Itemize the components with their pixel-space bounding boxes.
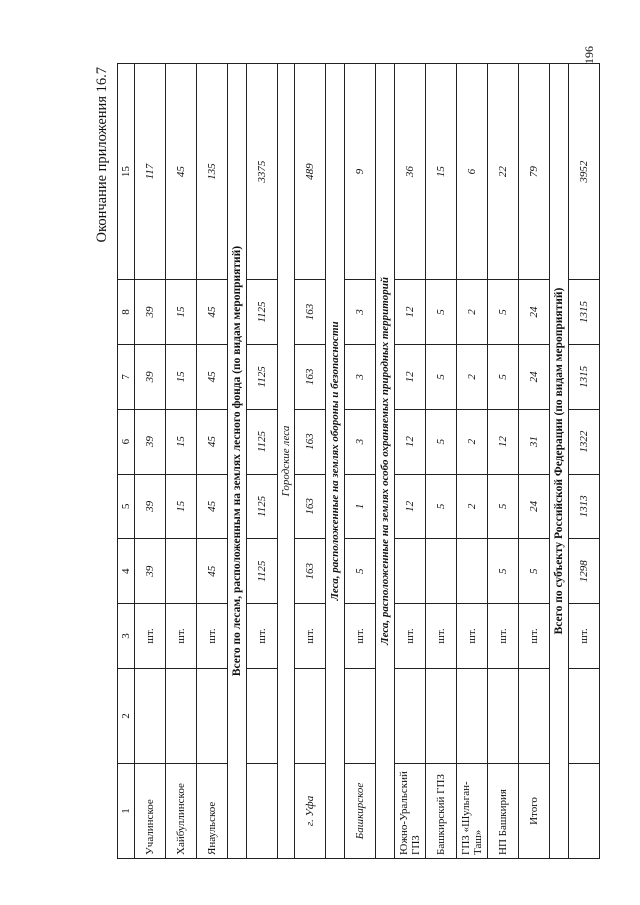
subsection-row: [278, 64, 295, 859]
cell: 12: [395, 280, 426, 345]
cell: 39: [135, 409, 166, 474]
section-title: Леса, расположенные на землях особо охраняемых природных территорий: [376, 64, 395, 859]
table-row: [247, 64, 278, 859]
cell: 22: [488, 64, 519, 280]
cell: [395, 539, 426, 604]
cell: 6: [457, 64, 488, 280]
cell: 5: [488, 539, 519, 604]
row-name: Учалинское: [135, 763, 166, 858]
cell: 2: [457, 280, 488, 345]
header-cell: 4: [118, 539, 135, 604]
unit-cell: шт.: [247, 604, 278, 669]
cell: [197, 668, 228, 763]
cell: 45: [197, 280, 228, 345]
section-title: Леса, расположенные на землях обороны и безопасности: [326, 64, 345, 859]
cell: [295, 668, 326, 763]
cell: 5: [488, 474, 519, 539]
cell: 163: [295, 280, 326, 345]
cell: 39: [135, 539, 166, 604]
cell: [247, 668, 278, 763]
row-name: Южно-Уральский ГПЗ: [395, 763, 426, 858]
cell: [395, 668, 426, 763]
cell: 1125: [247, 539, 278, 604]
cell: 1125: [247, 474, 278, 539]
unit-cell: шт.: [166, 604, 197, 669]
cell: 12: [395, 344, 426, 409]
cell: 36: [395, 64, 426, 280]
cell: 12: [488, 409, 519, 474]
cell: 5: [345, 539, 376, 604]
header-cell: 3: [118, 604, 135, 669]
cell: 15: [166, 280, 197, 345]
cell: 5: [426, 280, 457, 345]
data-table: [117, 63, 600, 859]
cell: 24: [519, 344, 550, 409]
cell: 1315: [569, 344, 600, 409]
cell: 39: [135, 280, 166, 345]
cell: 3: [345, 409, 376, 474]
cell: [519, 668, 550, 763]
cell: [166, 539, 197, 604]
section-row: [550, 64, 569, 859]
row-name: НП Башкирия: [488, 763, 519, 858]
cell: 31: [519, 409, 550, 474]
unit-cell: шт.: [426, 604, 457, 669]
unit-cell: шт.: [197, 604, 228, 669]
cell: 1315: [569, 280, 600, 345]
table-row: [295, 64, 326, 859]
subsection-title: Городские леса: [278, 64, 295, 859]
cell: [569, 668, 600, 763]
cell: 1125: [247, 409, 278, 474]
cell: 5: [488, 344, 519, 409]
cell: 2: [457, 409, 488, 474]
cell: 3: [345, 344, 376, 409]
cell: [426, 539, 457, 604]
section-row: [376, 64, 395, 859]
row-name: Хайбуллинское: [166, 763, 197, 858]
header-cell: 7: [118, 344, 135, 409]
header-cell: 5: [118, 474, 135, 539]
cell: 1322: [569, 409, 600, 474]
row-name: Башкирское: [345, 763, 376, 858]
table-row: [166, 64, 197, 859]
cell: 45: [197, 539, 228, 604]
cell: 5: [519, 539, 550, 604]
header-row: [118, 64, 135, 859]
unit-cell: шт.: [519, 604, 550, 669]
cell: 45: [197, 344, 228, 409]
row-name: ГПЗ «Шульган-Таш»: [457, 763, 488, 858]
cell: 79: [519, 64, 550, 280]
unit-cell: шт.: [457, 604, 488, 669]
cell: 5: [426, 474, 457, 539]
header-cell: 6: [118, 409, 135, 474]
cell: 5: [426, 344, 457, 409]
cell: 1125: [247, 344, 278, 409]
cell: 24: [519, 474, 550, 539]
table-caption: Окончание приложения 16.7: [94, 67, 110, 243]
section-row: [228, 64, 247, 859]
row-name: Итого: [519, 763, 550, 858]
cell: 5: [488, 280, 519, 345]
unit-cell: шт.: [295, 604, 326, 669]
cell: 45: [166, 64, 197, 280]
page-number: 196: [582, 46, 596, 64]
cell: [345, 668, 376, 763]
cell: 1125: [247, 280, 278, 345]
table-row: [395, 64, 426, 859]
cell: 1313: [569, 474, 600, 539]
cell: [457, 668, 488, 763]
cell: 163: [295, 539, 326, 604]
cell: 45: [197, 474, 228, 539]
cell: 3375: [247, 64, 278, 280]
unit-cell: шт.: [395, 604, 426, 669]
cell: 39: [135, 474, 166, 539]
section-title: Всего по субъекту Российской Федерации (по видам мероприятий): [550, 64, 569, 859]
cell: 24: [519, 280, 550, 345]
table-row: [345, 64, 376, 859]
cell: [135, 668, 166, 763]
cell: 9: [345, 64, 376, 280]
cell: 39: [135, 344, 166, 409]
unit-cell: шт.: [488, 604, 519, 669]
table-row: [457, 64, 488, 859]
cell: 45: [197, 409, 228, 474]
cell: 15: [426, 64, 457, 280]
cell: 489: [295, 64, 326, 280]
row-name: Башкирский ГПЗ: [426, 763, 457, 858]
unit-cell: шт.: [569, 604, 600, 669]
row-name: г. Уфа: [295, 763, 326, 858]
section-title: Всего по лесам, расположенным на землях лесного фонда (по видам мероприятий): [228, 64, 247, 859]
table-row: [197, 64, 228, 859]
unit-cell: шт.: [135, 604, 166, 669]
header-cell: 1: [118, 763, 135, 858]
rotated-page-content: [94, 63, 590, 859]
cell: 15: [166, 344, 197, 409]
section-row: [326, 64, 345, 859]
cell: 15: [166, 474, 197, 539]
cell: [457, 539, 488, 604]
cell: 1: [345, 474, 376, 539]
cell: 5: [426, 409, 457, 474]
cell: [426, 668, 457, 763]
table-row: [426, 64, 457, 859]
cell: 2: [457, 344, 488, 409]
cell: 163: [295, 474, 326, 539]
cell: 2: [457, 474, 488, 539]
cell: 1298: [569, 539, 600, 604]
cell: 3: [345, 280, 376, 345]
table-row: [135, 64, 166, 859]
row-name: [247, 763, 278, 858]
cell: [166, 668, 197, 763]
cell: 12: [395, 409, 426, 474]
cell: 15: [166, 409, 197, 474]
table-row: [488, 64, 519, 859]
cell: 117: [135, 64, 166, 280]
cell: 3952: [569, 64, 600, 280]
row-name: Янаульское: [197, 763, 228, 858]
row-name: [569, 763, 600, 858]
cell: 135: [197, 64, 228, 280]
header-cell: 8: [118, 280, 135, 345]
header-cell: 15: [118, 64, 135, 280]
cell: 163: [295, 344, 326, 409]
cell: 12: [395, 474, 426, 539]
table-row: [569, 64, 600, 859]
cell: [488, 668, 519, 763]
table-row: [519, 64, 550, 859]
unit-cell: шт.: [345, 604, 376, 669]
header-cell: 2: [118, 668, 135, 763]
cell: 163: [295, 409, 326, 474]
